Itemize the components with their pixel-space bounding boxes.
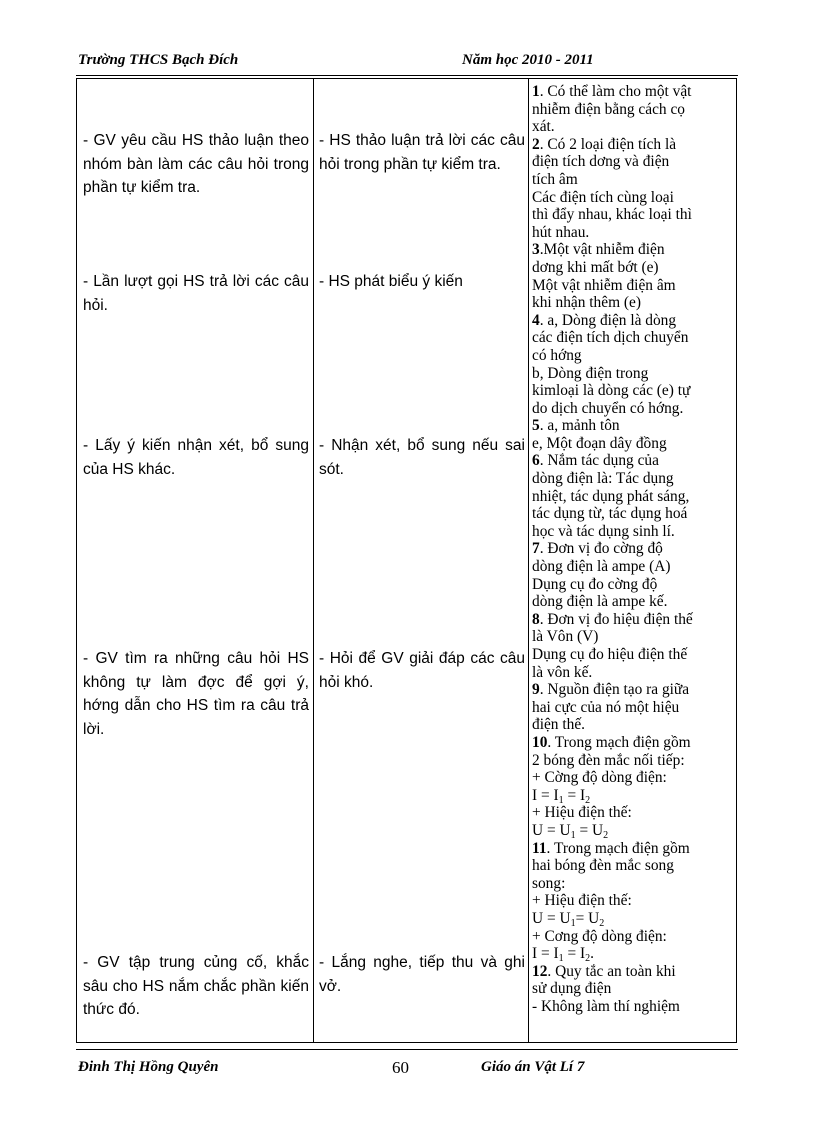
content-q2-line-4: Các điện tích cùng loại: [532, 188, 674, 206]
content-q5-line-2: e, Một đoạn dây đồng: [532, 434, 667, 452]
content-q2-line-3: tích âm: [532, 170, 578, 188]
content-q3-line-1: 3.Một vật nhiễm điện: [532, 241, 665, 259]
content-q4-line-5: kimloại là dòng các (e) tự: [532, 382, 691, 400]
footer-divider: [76, 1049, 738, 1050]
content-q4-line-1: 4. a, Dòng điện là dòng: [532, 311, 677, 329]
gv-activity-5: - GV tập trung củng cố, khắc sâu cho HS nắm chắc phần kiến thức đó.: [83, 954, 309, 1018]
footer-subject: Giáo án Vật Lí 7: [481, 1059, 585, 1075]
content-q3-line-4: khi nhận thêm (e): [532, 294, 641, 312]
content-q11-line-2: hai bóng đèn mắc song: [532, 857, 674, 875]
content-q6-line-1: 6. Nắm tác dụng của: [532, 452, 659, 470]
hs-activity-1: - HS thảo luận trả lời các câu hỏi trong phần tự kiểm tra.: [319, 132, 525, 173]
item-number-10: 10: [532, 733, 548, 751]
content-q9-line-1: 9. Nguồn điện tạo ra giữa: [532, 681, 690, 699]
item-number-3: 3: [532, 241, 540, 259]
content-q7-line-3: Dụng cụ đo cờng độ: [532, 575, 658, 593]
content-q1-line-2: nhiễm điện bằng cách cọ: [532, 100, 685, 118]
content-q1-line-3: xát.: [532, 118, 555, 136]
item-number-12: 12: [532, 962, 548, 980]
content-column: [532, 83, 732, 1015]
gv-activity-1: - GV yêu cầu HS thảo luận theo nhóm bàn làm các câu hỏi trong phần tự kiểm tra.: [83, 132, 309, 196]
content-q12-line-3: - Không làm thí nghiệm: [532, 997, 680, 1015]
hs-activity-3: - Nhận xét, bổ sung nếu sai sót.: [319, 437, 525, 478]
content-q12-line-2: sử dụng điện: [532, 980, 612, 998]
content-q7-line-1: 7. Đơn vị đo cờng độ: [532, 540, 663, 558]
item-number-7: 7: [532, 540, 540, 558]
formula-series-voltage: $U = U_1 = U_2$: [532, 821, 609, 841]
header-school: Trường THCS Bạch Đích: [78, 52, 239, 68]
item-number-9: 9: [532, 681, 540, 699]
footer-author: Đinh Thị Hồng Quyên: [78, 1059, 219, 1075]
content-q8-line-1: 8. Đơn vị đo hiệu điện thế: [532, 610, 693, 628]
content-q11-line-3: song:: [532, 874, 566, 892]
content-q11-line-4: + Hiệu điện thế:: [532, 892, 632, 910]
lesson-table: [76, 78, 737, 1043]
item-number-2: 2: [532, 135, 540, 153]
content-q5-line-1: 5. a, mảnh tôn: [532, 417, 620, 435]
content-q8-line-2: là Vôn (V): [532, 628, 599, 646]
content-q2-line-2: điện tích dơng và điện: [532, 153, 670, 171]
item-number-4: 4: [532, 311, 540, 329]
content-q9-line-3: điện thế.: [532, 716, 585, 734]
gv-activity-3: - Lấy ý kiến nhận xét, bổ sung của HS khác.: [83, 437, 309, 478]
formula-series-current: $I = I_1 = I_2$: [532, 786, 591, 806]
content-q7-line-2: dòng điện là ampe (A): [532, 558, 671, 576]
content-q3-line-2: dơng khi mất bớt (e): [532, 258, 659, 276]
item-number-11: 11: [532, 839, 547, 857]
hs-activity-5: - Lắng nghe, tiếp thu và ghi vở.: [319, 954, 525, 995]
content-q2-line-5: thì đẩy nhau, khác loại thì: [532, 206, 692, 224]
gv-activity-4: - GV tìm ra những câu hỏi HS không tự làm đợc để gợi ý, hớng dẫn cho HS tìm ra câu trả lời.: [83, 650, 309, 738]
content-q12-line-1: 12. Quy tắc an toàn khi: [532, 962, 676, 980]
content-q3-line-3: Một vật nhiễm điện âm: [532, 276, 676, 294]
item-number-6: 6: [532, 452, 540, 470]
content-q10-line-3: + Cờng độ dòng điện:: [532, 769, 667, 787]
formula-parallel-voltage: $U = U_1= U_2$: [532, 909, 605, 929]
content-q6-line-4: tác dụng từ, tác dụng hoá: [532, 505, 688, 523]
content-q4-line-4: b, Dòng điện trong: [532, 364, 649, 382]
gv-activity-2: - Lần lượt gọi HS trả lời các câu hỏi.: [83, 273, 309, 314]
content-q6-line-3: nhiệt, tác dụng phát sáng,: [532, 487, 690, 505]
content-q11-line-1: 11. Trong mạch điện gồm: [532, 839, 690, 857]
item-number-1: 1: [532, 83, 540, 100]
content-q10-line-2: 2 bóng đèn mắc nối tiếp:: [532, 751, 685, 769]
content-q10-line-5: + Hiệu điện thế:: [532, 804, 632, 822]
content-q7-line-4: dòng điện là ampe kế.: [532, 593, 668, 611]
content-q4-line-2: các điện tích dịch chuyển: [532, 329, 689, 347]
content-q11-line-6: + Cơng độ dòng điện:: [532, 927, 667, 945]
item-number-5: 5: [532, 417, 540, 435]
content-q2-line-6: hút nhau.: [532, 223, 590, 241]
content-q6-line-5: học và tác dụng sinh lí.: [532, 522, 675, 540]
content-q4-line-3: có hớng: [532, 346, 582, 364]
content-q1-line-1: 1. Có thể làm cho một vật: [532, 83, 692, 100]
header-divider: [76, 75, 738, 76]
content-q4-line-6: do dịch chuyển có hớng.: [532, 399, 684, 417]
page-number: 60: [392, 1058, 409, 1077]
content-q2-line-1: 2. Có 2 loại điện tích là: [532, 135, 677, 153]
hs-activity-4: - Hỏi để GV giải đáp các câu hỏi khó.: [319, 650, 525, 691]
content-q6-line-2: dòng điện là: Tác dụng: [532, 470, 674, 488]
header-school-year: Năm học 2010 - 2011: [462, 52, 594, 68]
content-q9-line-2: hai cực của nó một hiệu: [532, 698, 680, 716]
column-divider-1: [313, 79, 314, 1042]
item-number-8: 8: [532, 610, 540, 628]
column-divider-2: [528, 79, 529, 1042]
content-q8-line-4: là vôn kế.: [532, 663, 593, 681]
content-q10-line-1: 10. Trong mạch điện gồm: [532, 733, 691, 751]
formula-parallel-current: $I = I_1 = I_2$.: [532, 945, 595, 965]
content-q8-line-3: Dụng cụ đo hiệu điện thế: [532, 646, 688, 663]
hs-activity-2: - HS phát biểu ý kiến: [319, 273, 463, 290]
